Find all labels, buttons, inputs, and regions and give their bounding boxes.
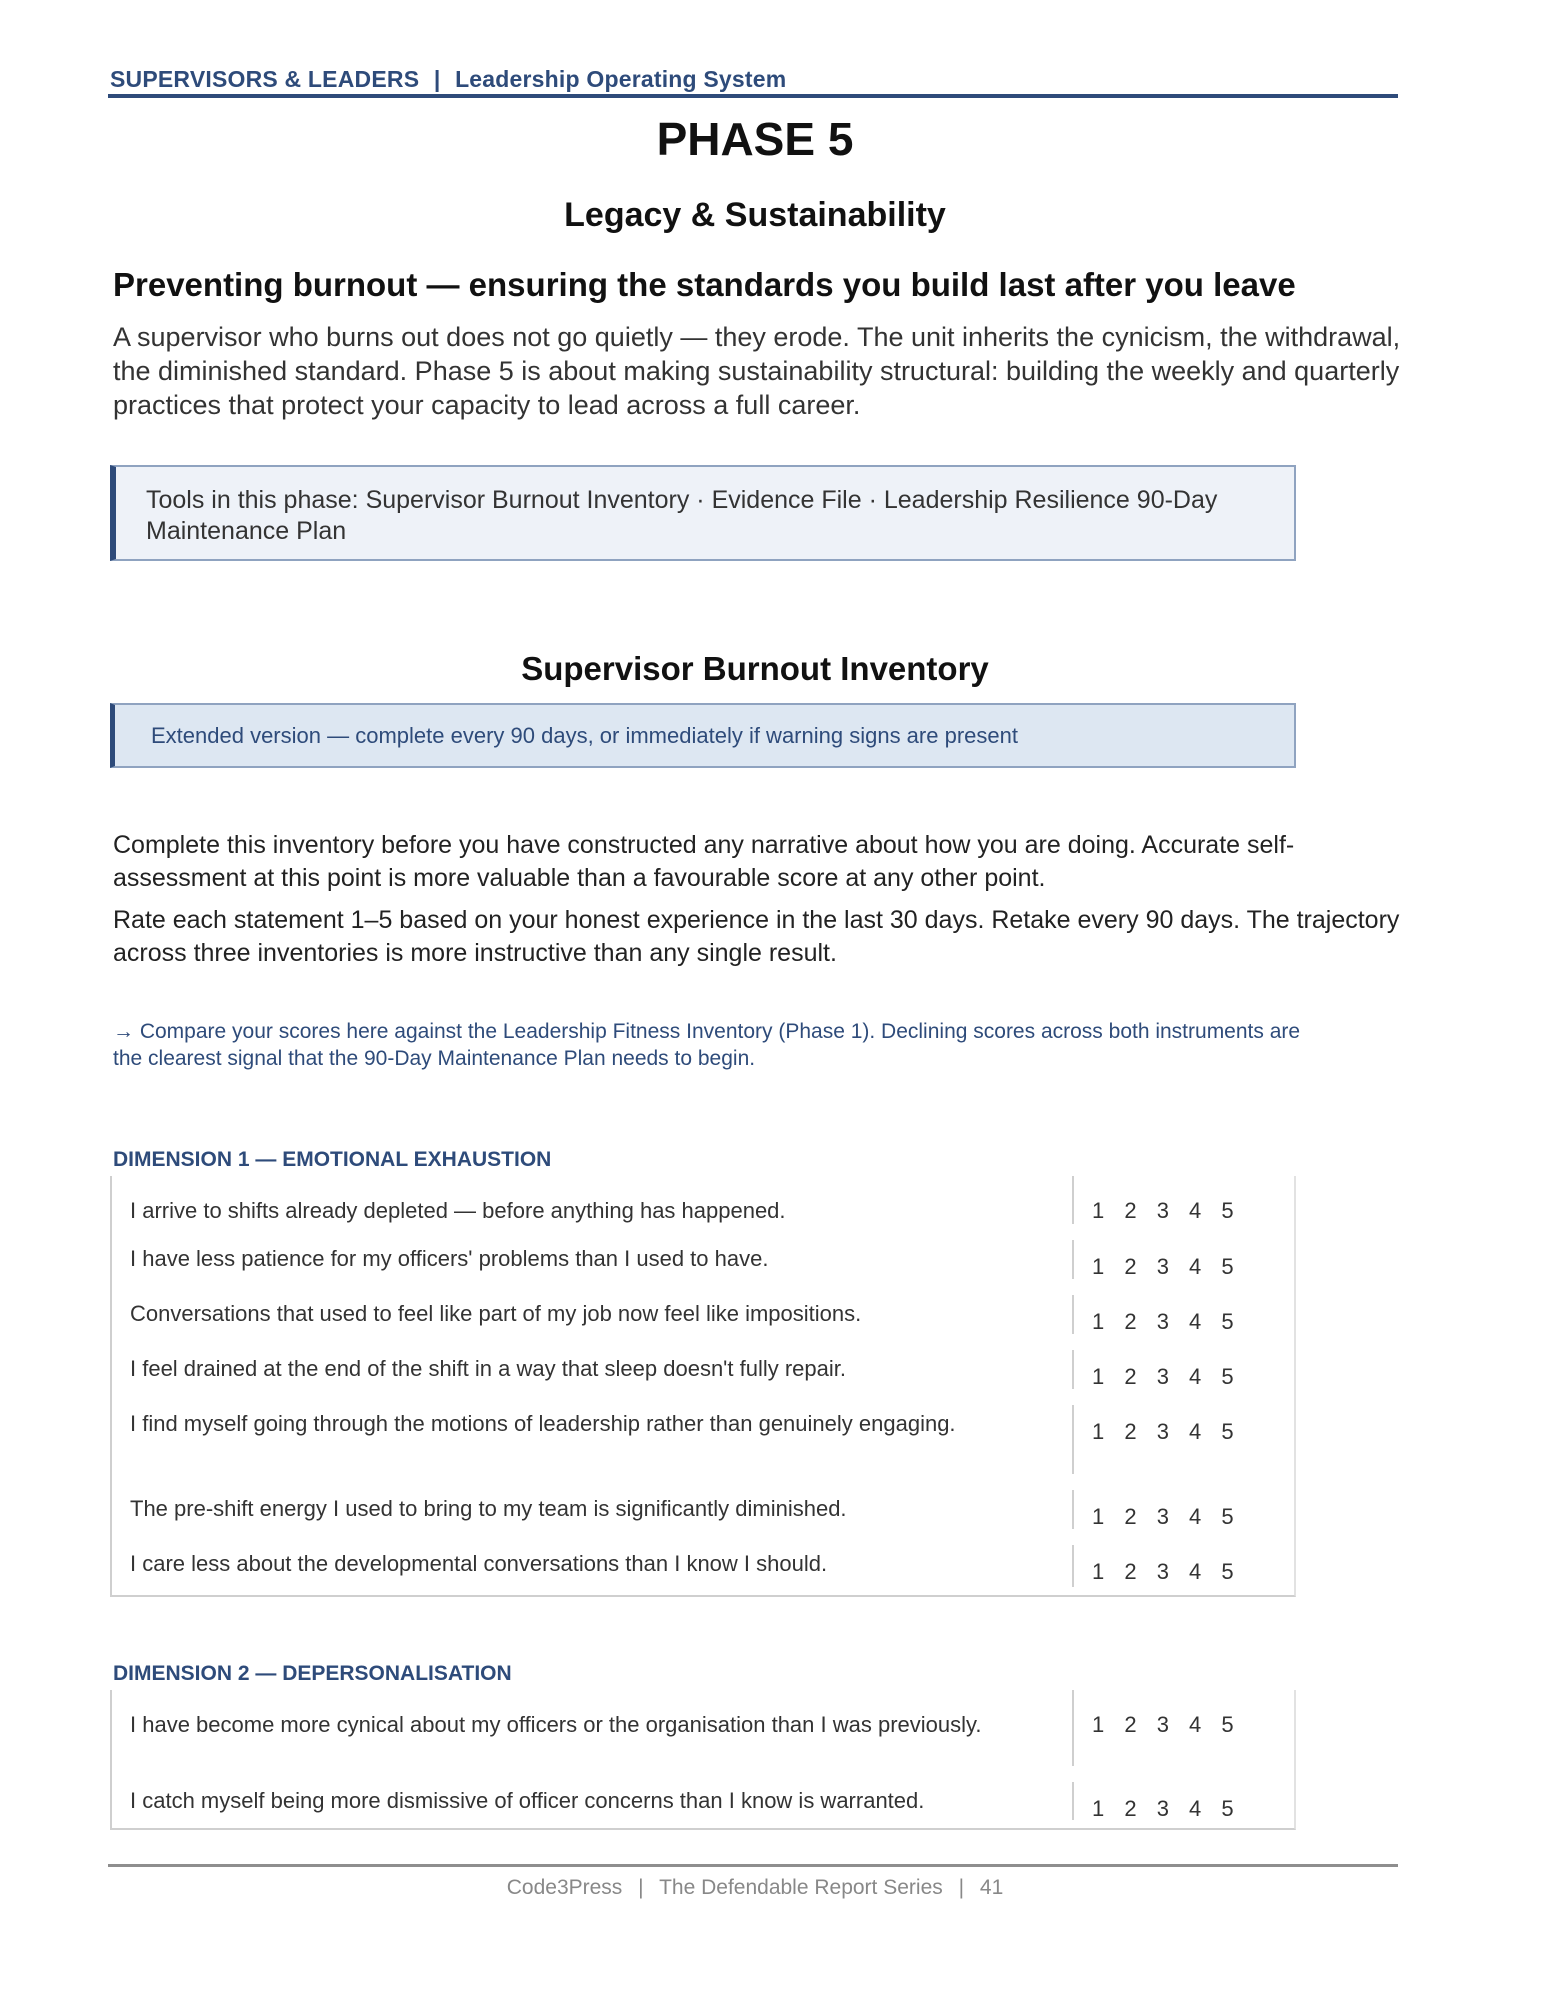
page-footer [0, 1876, 1510, 1900]
footer-publisher: Code3Press [506, 1876, 623, 1899]
rating-scale[interactable]: 1 2 3 4 5 [1072, 1405, 1294, 1474]
instructions-paragraph-1: Complete this inventory before you have constructed any narrative about how you are doing. Accurate self-assessment at this point is more valuable than a favourable score at any other point. [113, 831, 1295, 892]
inventory-row [112, 1232, 1294, 1287]
instructions-paragraph-2: Rate each statement 1–5 based on your honest experience in the last 30 days. Retake every 90 days. The trajectory across three inventories is more instructive than any single result. [113, 906, 1400, 967]
footer-series: The Defendable Report Series [659, 1876, 943, 1899]
inventory-row [112, 1537, 1294, 1595]
inventory-statement: I catch myself being more dismissive of officer concerns than I know is warranted. [130, 1788, 925, 1813]
header-series: Leadership Operating System [455, 66, 787, 92]
tools-callout [110, 465, 1296, 561]
inventory-statement: Conversations that used to feel like part of my job now feel like impositions. [130, 1301, 862, 1326]
dimension-heading: DIMENSION 1 — EMOTIONAL EXHAUSTION [113, 1148, 552, 1171]
rating-scale[interactable]: 1 2 3 4 5 [1072, 1295, 1294, 1334]
compare-note: → Compare your scores here against the Leadership Fitness Inventory (Phase 1). Declining scores across both instruments are the clearest signal that the 90-Day Maintenance Plan needs to begin. [113, 1020, 1301, 1070]
inventory-row [112, 1342, 1294, 1397]
rating-scale[interactable]: 1 2 3 4 5 [1072, 1350, 1294, 1389]
footer-separator: | [638, 1876, 644, 1899]
inventory-row [112, 1287, 1294, 1342]
phase-subtitle: Legacy & Sustainability [564, 196, 946, 234]
running-header [110, 66, 1395, 93]
section-heading: Preventing burnout — ensuring the standards you build last after you leave [113, 266, 1296, 303]
inventory-note-callout [110, 703, 1296, 768]
rating-scale[interactable]: 1 2 3 4 5 [1072, 1782, 1294, 1820]
rating-scale[interactable]: 1 2 3 4 5 [1072, 1176, 1294, 1224]
rating-scale[interactable]: 1 2 3 4 5 [1072, 1690, 1294, 1766]
inventory-row [112, 1774, 1294, 1828]
rating-scale[interactable]: 1 2 3 4 5 [1072, 1545, 1294, 1587]
inventory-statement: The pre-shift energy I used to bring to my team is significantly diminished. [130, 1496, 847, 1521]
inventory-statement: I arrive to shifts already depleted — before anything has happened. [130, 1198, 786, 1223]
inventory-statement: I find myself going through the motions of leadership rather than genuinely engaging. [130, 1411, 956, 1436]
inventory-statement: I have become more cynical about my officers or the organisation than I was previously. [130, 1712, 982, 1737]
rating-scale[interactable]: 1 2 3 4 5 [1072, 1240, 1294, 1279]
page-number: 41 [979, 1876, 1004, 1899]
intro-paragraph: A supervisor who burns out does not go quietly — they erode. The unit inherits the cynicism, the withdrawal, the diminished standard. Phase 5 is about making sustainability structural: building the weekly and quarterly practices that protect your capacity to lead across a full career. [113, 322, 1401, 420]
inventory-row [112, 1397, 1294, 1482]
inventory-statement: I feel drained at the end of the shift in a way that sleep doesn't fully repair. [130, 1356, 846, 1381]
inventory-table-dimension-2 [110, 1690, 1296, 1830]
header-section: SUPERVISORS & LEADERS [110, 66, 420, 92]
inventory-row [112, 1176, 1294, 1232]
inventory-title: Supervisor Burnout Inventory [521, 650, 989, 687]
footer-rule [108, 1864, 1398, 1867]
inventory-row [112, 1482, 1294, 1537]
header-rule [108, 94, 1398, 98]
phase-title: PHASE 5 [656, 113, 854, 165]
footer-separator: | [958, 1876, 965, 1899]
dimension-heading: DIMENSION 2 — DEPERSONALISATION [113, 1662, 512, 1685]
inventory-statement: I have less patience for my officers' problems than I used to have. [130, 1246, 769, 1271]
inventory-note-text: Extended version — complete every 90 days, or immediately if warning signs are present [151, 723, 1018, 748]
rating-scale[interactable]: 1 2 3 4 5 [1072, 1490, 1294, 1529]
header-separator: | [433, 66, 441, 92]
inventory-table-dimension-1 [110, 1176, 1296, 1597]
inventory-statement: I care less about the developmental conversations than I know I should. [130, 1551, 828, 1576]
tools-text: Tools in this phase: Supervisor Burnout Inventory · Evidence File · Leadership Resilience 90-Day Maintenance Plan [146, 486, 1218, 545]
inventory-row [112, 1690, 1294, 1774]
